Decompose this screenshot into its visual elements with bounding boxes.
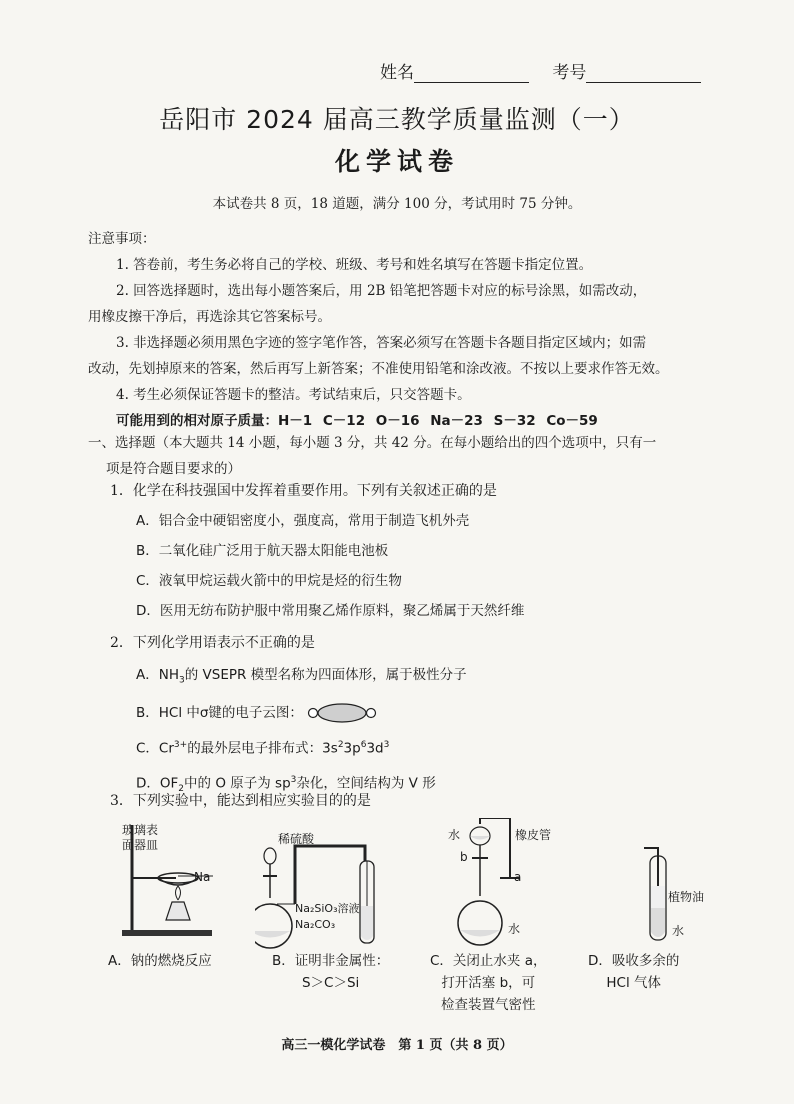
- question-2: [110, 627, 750, 805]
- page-footer: 高三一模化学试卷 第 1 页（共 8 页）: [281, 1038, 513, 1053]
- figure-b-label-acid: 稀硫酸: [278, 832, 315, 846]
- figure-b-caption: B．证明非金属性： S＞C＞Si: [272, 953, 390, 991]
- name-field[interactable]: [414, 66, 529, 83]
- electron-cloud-icon: [307, 702, 377, 724]
- q1-option-c: C．液氧甲烷运载火箭中的甲烷是烃的衍生物: [136, 573, 402, 589]
- atomic-masses: 可能用到的相对原子质量：H－1 C－12 O－16 Na－23 S－32 Co－59: [116, 413, 598, 429]
- q2-option-a: A．$NH_3$的 VSEPR 模型名称为四面体形，属于极性分子: [136, 667, 467, 686]
- figure-c-label-b: b: [460, 850, 468, 864]
- figure-d-label-oil: 植物油: [668, 890, 705, 904]
- exam-intro: 本试卷共 8 页，18 道题，满分 100 分，考试用时 75 分钟。: [212, 196, 582, 212]
- name-id-row: [380, 58, 719, 83]
- section-1-line2: 项是符合题目要求的）: [106, 461, 241, 477]
- q1-option-b: B．二氧化硅广泛用于航天器太阳能电池板: [136, 543, 389, 559]
- notes-section: [88, 226, 728, 434]
- q3-figures: [100, 818, 740, 1018]
- figure-b-label-carbonate: Na₂CO₃: [295, 918, 336, 931]
- question-1: [110, 476, 750, 626]
- note-2: 2. 回答选择题时，选出每小题答案后，用 2B 铅笔把答题卡对应的标号涂黑，如需改动，: [116, 283, 647, 299]
- figure-d-caption: D．吸收多余的 HCl 气体: [588, 953, 680, 991]
- q2-option-c: C．$Cr^{3+}$的最外层电子排布式：$3s^23p^63d^3$: [136, 739, 390, 757]
- exam-subtitle: 化学试卷: [334, 147, 459, 176]
- figure-b-label-silicate: Na₂SiO₃溶液: [295, 902, 360, 915]
- figure-a-caption: A．钠的燃烧反应: [108, 953, 212, 969]
- section-1-heading: [88, 430, 728, 482]
- figure-c-label-tube: 橡皮管: [515, 828, 552, 842]
- figure-c-label-water-bottom: 水: [508, 922, 521, 936]
- name-label: 姓名: [380, 63, 414, 83]
- q1-option-a: A．铝合金中硬铝密度小，强度高，常用于制造飞机外壳: [136, 513, 470, 529]
- q1-stem: 1．化学在科技强国中发挥着重要作用。下列有关叙述正确的是: [110, 483, 497, 499]
- q2-stem: 2．下列化学用语表示不正确的是: [110, 635, 315, 651]
- q1-option-d: D．医用无纺布防护服中常用聚乙烯作原料，聚乙烯属于天然纤维: [136, 603, 525, 619]
- figure-a-label-glass: 玻璃表 面器皿: [122, 823, 159, 852]
- figure-c-label-water-top: 水: [448, 828, 461, 842]
- figure-a-label-na: Na: [194, 870, 211, 884]
- note-1: 1. 答卷前，考生务必将自己的学校、班级、考号和姓名填写在答题卡指定位置。: [116, 257, 593, 273]
- id-field[interactable]: [586, 66, 701, 83]
- id-label: 考号: [552, 63, 587, 83]
- exam-title: 岳阳市 2024 届高三教学质量监测（一）: [159, 105, 635, 134]
- question-3-stem: 3．下列实验中，能达到相应实验目的的是: [110, 793, 371, 809]
- notes-heading: 注意事项：: [88, 231, 156, 247]
- q2-option-b: B．HCl 中σ键的电子云图：: [110, 697, 750, 729]
- q2-option-d: D．$OF_2$中的 O 原子为 $sp^3$杂化，空间结构为 V 形: [136, 775, 436, 795]
- note-4: 4. 考生必须保证答题卡的整洁。考试结束后，只交答题卡。: [116, 387, 471, 403]
- figure-c-label-a: a: [514, 870, 522, 884]
- note-3: 3. 非选择题必须用黑色字迹的签字笔作答，答案必须写在答题卡各题目指定区域内；如需: [116, 335, 647, 351]
- note-2-cont: 用橡皮擦干净后，再选涂其它答案标号。: [88, 309, 331, 325]
- note-3-cont: 改动，先划掉原来的答案，然后再写上新答案；不准使用铅笔和涂改液。不按以上要求作答无效。: [88, 361, 669, 377]
- section-1-line1: 一、选择题（本大题共 14 小题，每小题 3 分，共 42 分。在每小题给出的四个选项中，只有一: [88, 435, 657, 451]
- figure-c-caption: C．关闭止水夹 a， 打开活塞 b，可 检查装置气密性: [430, 953, 547, 1013]
- figure-d-label-water: 水: [672, 924, 685, 938]
